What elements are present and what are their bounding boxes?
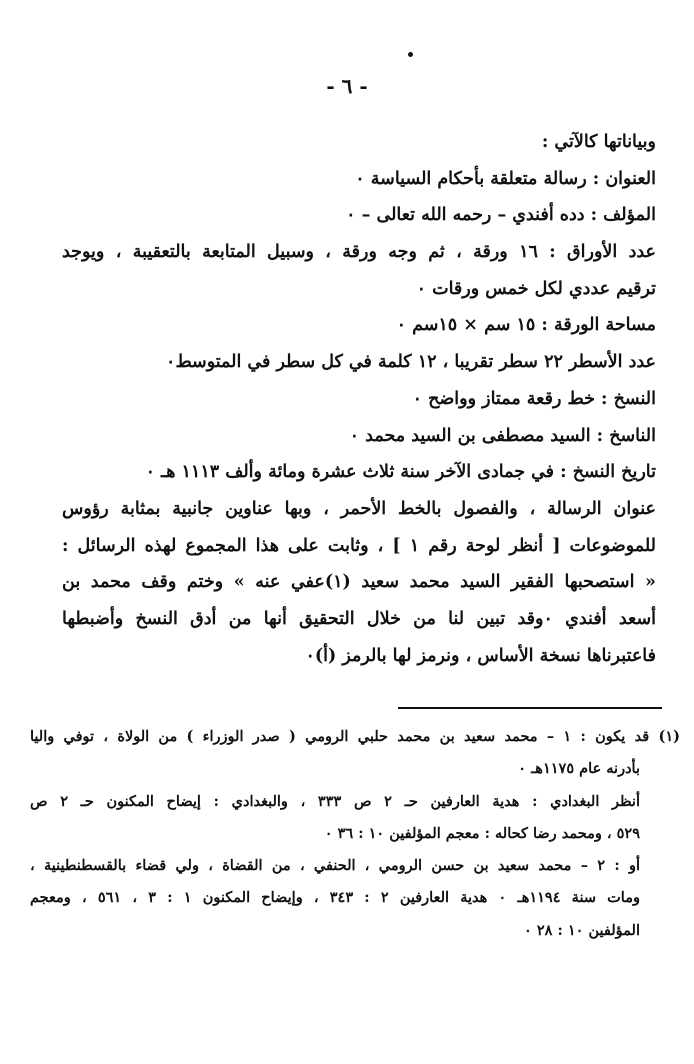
footnote-line: أو : ٢ – محمد سعيد بن حسن الرومي ، الحنفي ، من القضاة ، ولي قضاء بالقسطنطينية ، xyxy=(30,857,640,875)
footnote-line: (١) قد يكون : ١ – محمد سعيد بن محمد حلبي الرومي ( صدر الوزراء ) من الولاة ، توفي واليا xyxy=(30,728,680,745)
body-line: النسخ : خط رقعة ممتاز وواضح ٠ xyxy=(412,388,656,409)
footnote-line: بأدرنه عام ١١٧٥هـ ٠ xyxy=(518,760,640,778)
body-line: عدد الأسطر ٢٢ سطر تقريبا ، ١٢ كلمة في كل سطر في المتوسط٠ xyxy=(166,352,656,373)
body-line: العنوان : رسالة متعلقة بأحكام السياسة ٠ xyxy=(355,168,656,189)
body-text xyxy=(62,124,656,674)
page-number: - ٦ - xyxy=(326,74,368,98)
body-line: ترقيم عددي لكل خمس ورقات ٠ xyxy=(416,278,656,299)
body-line: المؤلف : دده أفندي – رحمه الله تعالى – ٠ xyxy=(346,205,656,226)
body-line: وبياناتها كالآتي : xyxy=(541,132,656,152)
footnote-line: المؤلفين ١٠ : ٢٨ ٠ xyxy=(523,921,640,939)
body-line: « استصحبها الفقير السيد محمد سعيد (١)عفي عنه » وختم وقف محمد بن xyxy=(62,572,656,593)
body-line: مساحة الورقة : ١٥ سم × ١٥سم ٠ xyxy=(396,315,656,336)
body-line: عدد الأوراق : ١٦ ورقة ، ثم وجه ورقة ، وسبيل المتابعة بالتعقيبة ، ويوجد xyxy=(62,242,656,263)
body-line: الناسخ : السيد مصطفى بن السيد محمد ٠ xyxy=(349,425,656,446)
footnote-line: ومات سنة ١١٩٤هـ ٠ هدية العارفين ٢ : ٣٤٣ ، وإيضاح المكنون ١ : ٣ ، ٥٦١ ، ومعجم xyxy=(30,889,640,907)
footnote-separator xyxy=(398,707,662,709)
body-line: أسعد أفندي ٠وقد تبين لنا من خلال التحقيق أنها من أدق النسخ وأضبطها xyxy=(62,608,656,629)
footnote-line: أنظر البغدادي : هدية العارفين حـ ٢ ص ٣٣٣ ، والبغدادي : إيضاح المكنون حـ ٢ ص xyxy=(30,792,640,810)
body-line: للموضوعات [ أنظر لوحة رقم ١ ] ، وثابت على هذا المجموع لهذه الرسائل : xyxy=(62,535,656,556)
body-line: تاريخ النسخ : في جمادى الآخر سنة ثلاث عشرة ومائة وألف ١١١٣ هـ ٠ xyxy=(145,462,656,483)
body-line: عنوان الرسالة ، والفصول بالخط الأحمر ، وبها عناوين جانبية بمثابة رؤوس xyxy=(62,498,656,519)
footnotes xyxy=(30,721,680,947)
footnote-line: ٥٢٩ ، ومحمد رضا كحاله : معجم المؤلفين ١٠ : ٣٦ ٠ xyxy=(324,824,640,842)
top-mark xyxy=(408,52,413,57)
body-line: فاعتبرناها نسخة الأساس ، ونرمز لها بالرمز (أ)٠ xyxy=(305,645,656,666)
